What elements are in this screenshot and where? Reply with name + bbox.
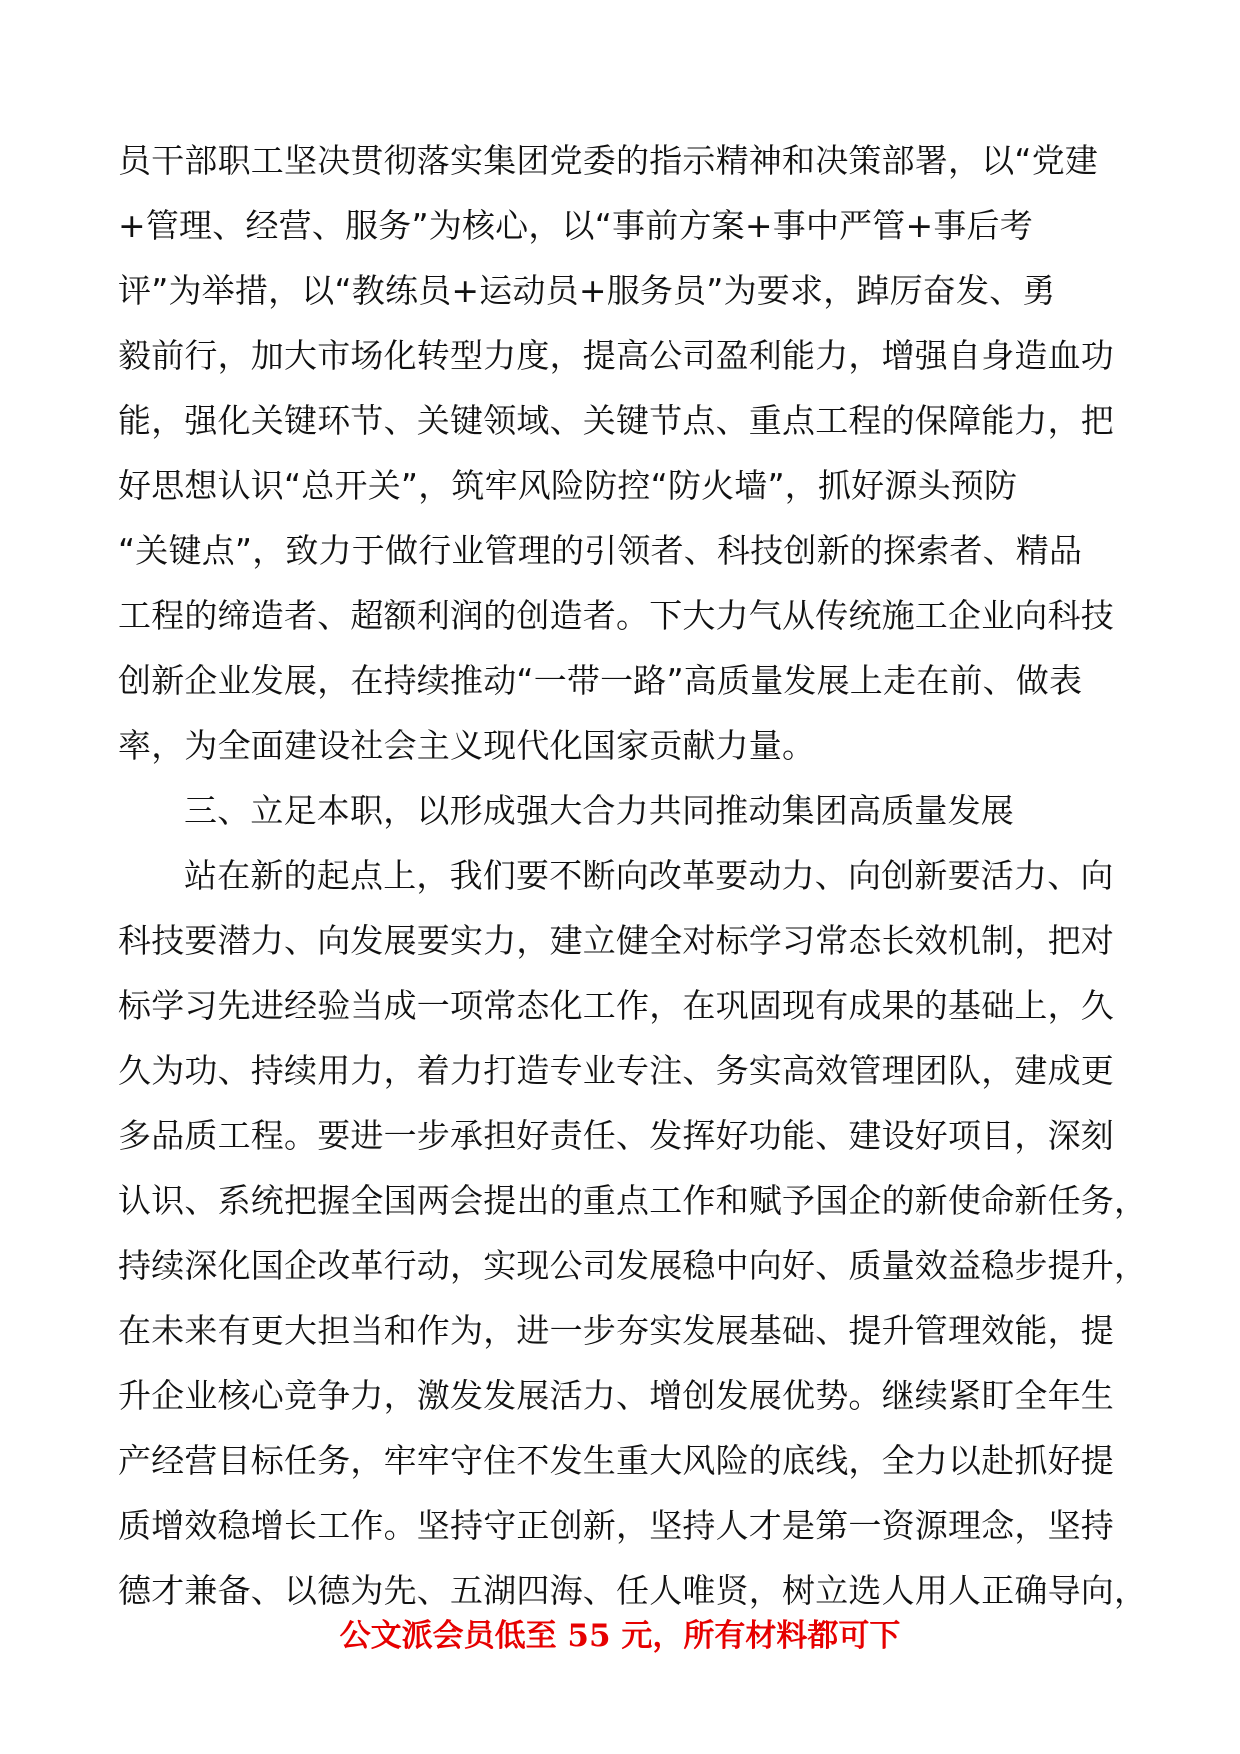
body-line: 质增效稳增长工作。坚持守正创新，坚持人才是第一资源理念，坚持	[118, 1506, 1114, 1545]
body-line: 持续深化国企改革行动，实现公司发展稳中向好、质量效益稳步提升，	[118, 1246, 1148, 1285]
body-line: 工程的缔造者、超额利润的创造者。下大力气从传统施工企业向科技	[118, 596, 1114, 635]
body-line: 能，强化关键环节、关键领域、关键节点、重点工程的保障能力，把	[118, 401, 1114, 440]
body-line: 标学习先进经验当成一项常态化工作，在巩固现有成果的基础上，久	[118, 986, 1114, 1025]
body-line: 评”为举措，以“教练员+运动员+服务员”为要求，踔厉奋发、勇	[118, 271, 1056, 310]
section-heading: 三、立足本职，以形成强大合力共同推动集团高质量发展	[184, 791, 1014, 830]
body-line: “关键点”，致力于做行业管理的引领者、科技创新的探索者、精品	[118, 531, 1083, 570]
body-line: 升企业核心竞争力，激发发展活力、增创发展优势。继续紧盯全年生	[118, 1376, 1114, 1415]
body-line: 多品质工程。要进一步承担好责任、发挥好功能、建设好项目，深刻	[118, 1116, 1114, 1155]
body-line: +管理、经营、服务”为核心，以“事前方案+事中严管+事后考	[118, 206, 1033, 245]
body-line: 德才兼备、以德为先、五湖四海、任人唯贤，树立选人用人正确导向，	[118, 1571, 1148, 1610]
body-line: 率，为全面建设社会主义现代化国家贡献力量。	[118, 726, 816, 765]
body-line: 毅前行，加大市场化转型力度，提高公司盈利能力，增强自身造血功	[118, 336, 1114, 375]
body-line: 久为功、持续用力，着力打造专业专注、务实高效管理团队，建成更	[118, 1051, 1114, 1090]
body-line: 在未来有更大担当和作为，进一步夯实发展基础、提升管理效能，提	[118, 1311, 1114, 1350]
body-line: 好思想认识“总开关”，筑牢风险防控“防火墙”，抓好源头预防	[118, 466, 1018, 505]
paragraph-first-line: 站在新的起点上，我们要不断向改革要动力、向创新要活力、向	[184, 856, 1114, 895]
body-line: 产经营目标任务，牢牢守住不发生重大风险的底线，全力以赴抓好提	[118, 1441, 1114, 1480]
document-body	[118, 128, 1148, 1623]
body-line: 科技要潜力、向发展要实力，建立健全对标学习常态长效机制，把对	[118, 921, 1114, 960]
promo-footer: 公文派会员低至 55 元，所有材料都可下	[339, 1618, 901, 1654]
body-line: 员干部职工坚决贯彻落实集团党委的指示精神和决策部署，以“党建	[118, 141, 1099, 180]
body-line: 认识、系统把握全国两会提出的重点工作和赋予国企的新使命新任务，	[118, 1181, 1148, 1220]
body-line: 创新企业发展，在持续推动“一带一路”高质量发展上走在前、做表	[118, 661, 1083, 700]
